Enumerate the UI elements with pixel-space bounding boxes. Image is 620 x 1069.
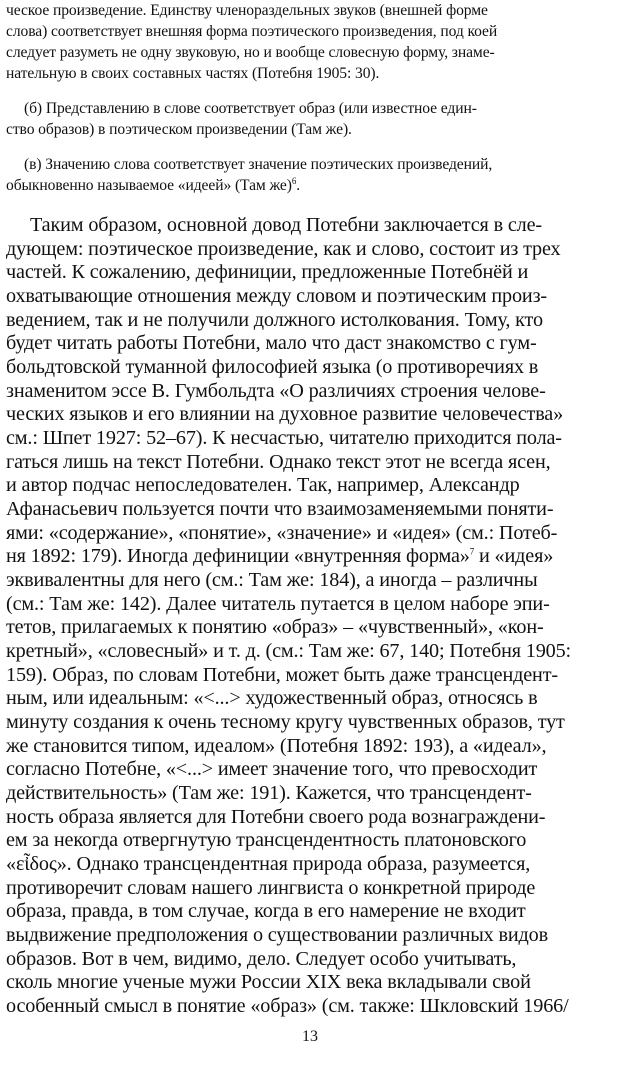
quote-a-line-2: слова) соответствует внешняя форма поэтического произведения, под коей	[6, 23, 498, 40]
body-line-15-before: ня 1892: 179). Иногда дефиниции «внутренняя форма»	[6, 545, 470, 568]
quote-b-line-2: ство образов) в поэтическом произведении (Там же).	[6, 121, 352, 138]
body-line-1: Таким образом, основной довод Потебни заключается в сле-	[30, 214, 542, 236]
body-line-6: будет читать работы Потебни, мало что даст знакомство с гум-	[6, 332, 537, 355]
footnote-ref-7: 7	[469, 546, 475, 557]
body-line-32: образов. Вот в чем, видимо, дело. Следует особо учитывать,	[6, 947, 517, 970]
body-line-11: гаться лишь на текст Потебни. Однако текст этот не всегда ясен,	[6, 450, 551, 473]
quote-c-line-2-end: .	[296, 177, 301, 194]
quote-b-line-1: (б) Представлению в слове соответствует образ (или известное един-	[24, 100, 477, 117]
body-line-33: сколь многие ученые мужи России XIX века вкладывали свой	[6, 971, 531, 994]
quote-c-line-2	[6, 177, 300, 195]
body-line-20: 159). Образ, по словам Потебни, может быть даже трансцендент-	[6, 663, 558, 686]
quote-a-line-4: нательную в своих составных частях (Потебня 1905: 30).	[6, 65, 380, 82]
quote-c-line-1: (в) Значению слова соответствует значение поэтических произведений,	[24, 156, 493, 173]
body-line-34: особенный смысл в понятие «образ» (см. также: Шкловский 1966/	[6, 995, 569, 1017]
body-line-31: выдвижение предположения о существовании различных видов	[6, 924, 548, 946]
body-line-22: минуту создания к очень тесному кругу чувственных образов, тут	[6, 711, 565, 733]
body-line-27: ем за некогда отвергнутую трансцендентность платоновского	[6, 829, 527, 852]
body-line-25: действительность» (Там же: 191). Кажется, что трансцендент-	[6, 782, 532, 804]
body-line-28: «εἶδος». Однако трансцендентная природа образа, разумеется,	[6, 853, 531, 875]
body-line-12: и автор подчас непоследователен. Так, например, Александр	[6, 474, 520, 497]
body-line-18: тетов, прилагаемых к понятию «образ» – «чувственный», «кон-	[6, 616, 544, 639]
body-line-23: же становится типом, идеалом» (Потебня 1892: 193), а «идеал»,	[6, 734, 547, 757]
quote-a-line-3: следует разуметь не одну звуковую, но и вообще словесную форму, знаме-	[6, 44, 495, 61]
body-line-4: охватывающие отношения между словом и поэтическим произ-	[6, 285, 547, 307]
body-line-30: образа, правда, в том случае, когда в его намерение не входит	[6, 900, 526, 923]
body-line-5: ведением, так и не получили должного истолкования. Тому, кто	[6, 308, 543, 331]
body-line-13: Афанасьевич пользуется почти что взаимозаменяемыми поняти-	[6, 498, 554, 520]
page-number: 13	[302, 1028, 318, 1045]
body-line-3: частей. К сожалению, дефиниции, предложенные Потебнёй и	[6, 261, 529, 284]
body-line-15	[6, 545, 553, 568]
body-line-8: знаменитом эссе В. Гумбольдта «О различиях строения челове-	[6, 379, 546, 402]
body-line-29: противоречит словам нашего лингвиста о конкретной природе	[6, 876, 536, 899]
body-line-16: эквивалентны для него (см.: Там же: 184), а иногда – различны	[6, 569, 538, 591]
body-line-9: ческих языков и его влиянии на духовное развитие человечества»	[6, 403, 564, 426]
body-line-7: больдтовской туманной философией языка (о противоречиях в	[6, 356, 539, 378]
body-line-21: ным, или идеальным: «<...> художественный образ, относясь в	[6, 687, 538, 710]
body-line-15-after: и «идея»	[474, 545, 554, 568]
footnote-ref-6: 6	[291, 175, 297, 186]
quote-c-line-2-text: обыкновенно называемое «идеей» (Там же)	[6, 177, 292, 194]
body-line-2: дующем: поэтическое произведение, как и слово, состоит из трех	[6, 237, 561, 260]
body-line-19: кретный», «словесный» и т. д. (см.: Там же: 67, 140; Потебня 1905:	[6, 640, 571, 662]
body-line-17: (см.: Там же: 142). Далее читатель путается в целом наборе эпи-	[6, 592, 550, 615]
body-line-10: см.: Шпет 1927: 52–67). К несчастью, читателю приходится пола-	[6, 427, 562, 449]
body-line-14: ями: «содержание», «понятие», «значение» и «идея» (см.: Потеб-	[6, 521, 558, 544]
body-line-24: согласно Потебне, «<...> имеет значение того, что превосходит	[6, 758, 538, 781]
body-line-26: ность образа является для Потебни своего рода вознаграждени-	[6, 805, 546, 828]
quote-a-line-1: ческое произведение. Единству членораздельных звуков (внешней форме	[6, 2, 488, 19]
